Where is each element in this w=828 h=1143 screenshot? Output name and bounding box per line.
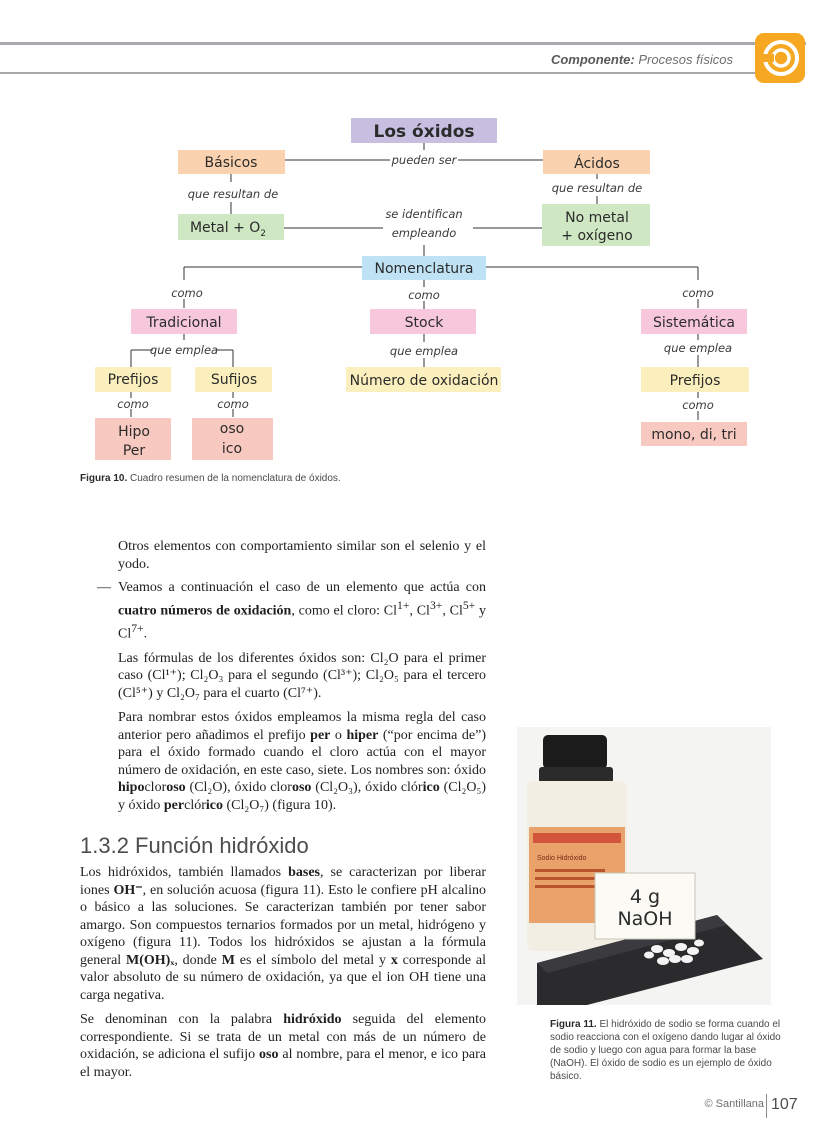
component-label xyxy=(551,52,733,67)
empleando-label: empleando xyxy=(391,226,457,240)
p4-i: (Cl₂O₇) (figura 10). xyxy=(222,797,337,813)
que-emplea-center: que emplea xyxy=(389,344,459,358)
p5-d: , donde xyxy=(174,952,222,968)
nomenclatura-label: Nomenclatura xyxy=(374,261,474,277)
p4-c: (“por encima de”) para el óxido formado cuando el cloro actúa con el mayor número de oxidación, en este caso, siete. Los nombres son: óxido xyxy=(118,727,486,778)
body-text-upper xyxy=(118,538,486,580)
p6-hidroxido: hidróxido xyxy=(283,1012,342,1027)
p4-oso1: oso xyxy=(166,780,186,796)
p2-d: , Cl xyxy=(442,603,463,619)
como-left: como xyxy=(171,286,203,300)
p4-per: per xyxy=(310,727,331,743)
mono-di-tri-label: mono, di, tri xyxy=(651,427,737,443)
body-text-section xyxy=(80,864,486,1088)
p5-formula: M(OH)ₓ xyxy=(126,952,175,968)
nometal-label-2: + oxígeno xyxy=(561,228,633,244)
p4-a: Para nombrar estos óxidos empleamos la misma regla del caso anterior pero añadimos el prefijo xyxy=(118,710,486,743)
p6-b: seguida del elemento correspondiente. Si se trata de un metal con más de un número de oxidación, se adiciona el sufijo xyxy=(80,1012,487,1062)
acidos-label: Ácidos xyxy=(574,156,620,172)
p5-x: x xyxy=(390,952,398,968)
figure11-label: Figura 11. xyxy=(550,1019,597,1030)
figure11-caption xyxy=(550,1018,782,1083)
p4-b: o xyxy=(330,727,347,743)
p4-f: (Cl₂O₃), óxido clór xyxy=(311,780,423,796)
p2-b: , como el cloro: Cl xyxy=(291,603,398,619)
p5-f: corresponde al valor absoluto de su número de oxidación, ya que el ion OH tiene una carga negativa. xyxy=(80,952,486,1003)
pueden-ser-label: pueden ser xyxy=(391,153,457,167)
p5-b: , se caracterizan por liberar iones xyxy=(80,865,486,898)
p2-bold: cuatro números de oxidación xyxy=(118,603,292,619)
p4-hipo: hipo xyxy=(118,780,145,796)
p4-ico1: ico xyxy=(422,780,440,796)
p2-e: y Cl xyxy=(118,603,487,642)
component-label-bold: Componente: xyxy=(550,52,635,67)
naoh-photo xyxy=(517,727,771,1005)
p6-a: Se denominan con la palabra xyxy=(80,1012,284,1027)
numero-oxidacion-label: Número de oxidación xyxy=(349,373,499,389)
diagram-title: Los óxidos xyxy=(373,122,475,142)
paragraph-4 xyxy=(118,709,486,814)
que-resultan-right: que resultan de xyxy=(551,181,643,195)
como-sufijos: como xyxy=(217,397,249,411)
p6-c: al nombre, para el menor, e ico para el mayor. xyxy=(80,1047,486,1080)
dash-bullet: — xyxy=(97,580,111,595)
p4-hiper: hiper xyxy=(346,727,379,743)
p2-charge-3: 3+ xyxy=(429,598,443,612)
como-center: como xyxy=(408,288,440,302)
p2-charge-1: 1+ xyxy=(397,598,410,612)
p5-c: , en solución acuosa (figura 11). Esto le confiere pH alcalino o básico a las soluciones. Se caracterizan también por tener sabor amargo. Son compuestos ternarios formados por un metal, hidrógeno y oxígeno (figura 11). Todos los hidróxidos se ajustan a la fórmula general xyxy=(80,882,486,968)
prefijos-right-label: Prefijos xyxy=(669,373,721,389)
como-prefijos-right: como xyxy=(682,398,714,412)
prefijos-left-label: Prefijos xyxy=(107,372,159,388)
tradicional-label: Tradicional xyxy=(146,315,222,331)
que-emplea-left: que emplea xyxy=(149,343,219,357)
header-rule-bottom xyxy=(0,72,760,74)
p4-h: clór xyxy=(184,797,206,813)
body-text-lower xyxy=(118,579,486,821)
p5-e: es el símbolo del metal y xyxy=(234,952,391,968)
section-logo-icon xyxy=(755,33,805,83)
se-identifican-label: se identifican xyxy=(385,207,463,221)
nometal-label-1: No metal xyxy=(565,210,629,226)
component-label-text: Procesos físicos xyxy=(634,52,733,67)
p4-ico2: ico xyxy=(205,797,223,813)
photo-label-1: 4 g xyxy=(629,886,661,908)
que-emplea-right: que emplea xyxy=(663,341,733,355)
p2-a: Veamos a continuación el caso de un elemento que actúa con xyxy=(118,580,486,595)
p4-d: clor xyxy=(144,780,167,796)
bottle-label-text: Sodio Hidróxido xyxy=(537,855,587,862)
p5-bases: bases xyxy=(288,865,320,880)
paragraph-2 xyxy=(118,579,486,643)
p5-oh: OH⁻ xyxy=(113,882,143,898)
p2-charge-5: 5+ xyxy=(462,598,476,612)
figure11-text: El hidróxido de sodio se forma cuando el sodio reacciona con el oxígeno dando lugar al óxido de sodio y luego con agua para formar la base (NaOH). El óxido de sodio es un ejemplo de óxido básico. xyxy=(550,1019,781,1082)
sistematica-label: Sistemática xyxy=(652,315,736,331)
ico-label: ico xyxy=(221,441,243,457)
section-title: 1.3.2 Función hidróxido xyxy=(80,833,309,858)
basicos-label: Básicos xyxy=(204,155,258,171)
metal-label-sub: 2 xyxy=(260,229,267,239)
oso-label: oso xyxy=(219,421,245,437)
como-right: como xyxy=(682,286,714,300)
paragraph-1: Otros elementos con comportamiento similar son el selenio y el yodo. xyxy=(118,539,486,572)
photo-label-2: NaOH xyxy=(617,908,673,930)
p4-g: (Cl₂O₅) y óxido xyxy=(118,780,486,813)
paragraph-5 xyxy=(80,864,486,1004)
header-rule-top xyxy=(0,42,806,45)
hipo-label: Hipo xyxy=(118,424,150,440)
sufijos-label: Sufijos xyxy=(210,372,258,388)
oxides-concept-map xyxy=(0,110,828,470)
page-number: 107 xyxy=(771,1096,798,1113)
publisher-credit: © Santillana xyxy=(704,1098,764,1110)
stock-label: Stock xyxy=(404,315,444,331)
p4-oso2: oso xyxy=(291,780,312,796)
p2-f: . xyxy=(143,626,148,642)
figure10-caption xyxy=(80,473,341,484)
p4-per2: per xyxy=(163,797,185,813)
p2-charge-7: 7+ xyxy=(131,621,144,635)
footer-separator xyxy=(766,1094,767,1118)
que-resultan-left: que resultan de xyxy=(187,187,279,201)
p2-c: , Cl xyxy=(409,603,430,619)
p5-a: Los hidróxidos, también llamados xyxy=(80,865,289,880)
paragraph-3: Las fórmulas de los diferentes óxidos son: Cl₂O para el primer caso (Cl¹⁺); Cl₂O₃ para el segundo (Cl³⁺); Cl₂O₅ para el tercero (Cl⁵⁺) y Cl₂O₇ para el cuarto (Cl⁷⁺). xyxy=(118,650,486,701)
figure10-text: Cuadro resumen de la nomenclatura de óxidos. xyxy=(127,473,341,484)
paragraph-6 xyxy=(80,1011,486,1081)
p5-m: M xyxy=(221,952,235,968)
p6-oso: oso xyxy=(259,1047,279,1062)
como-prefijos-left: como xyxy=(117,397,149,411)
metal-label-main: Metal + O xyxy=(189,220,261,236)
p4-e: (Cl₂O), óxido clor xyxy=(185,780,292,796)
per-label: Per xyxy=(122,443,146,459)
figure10-label: Figura 10. xyxy=(80,473,128,484)
